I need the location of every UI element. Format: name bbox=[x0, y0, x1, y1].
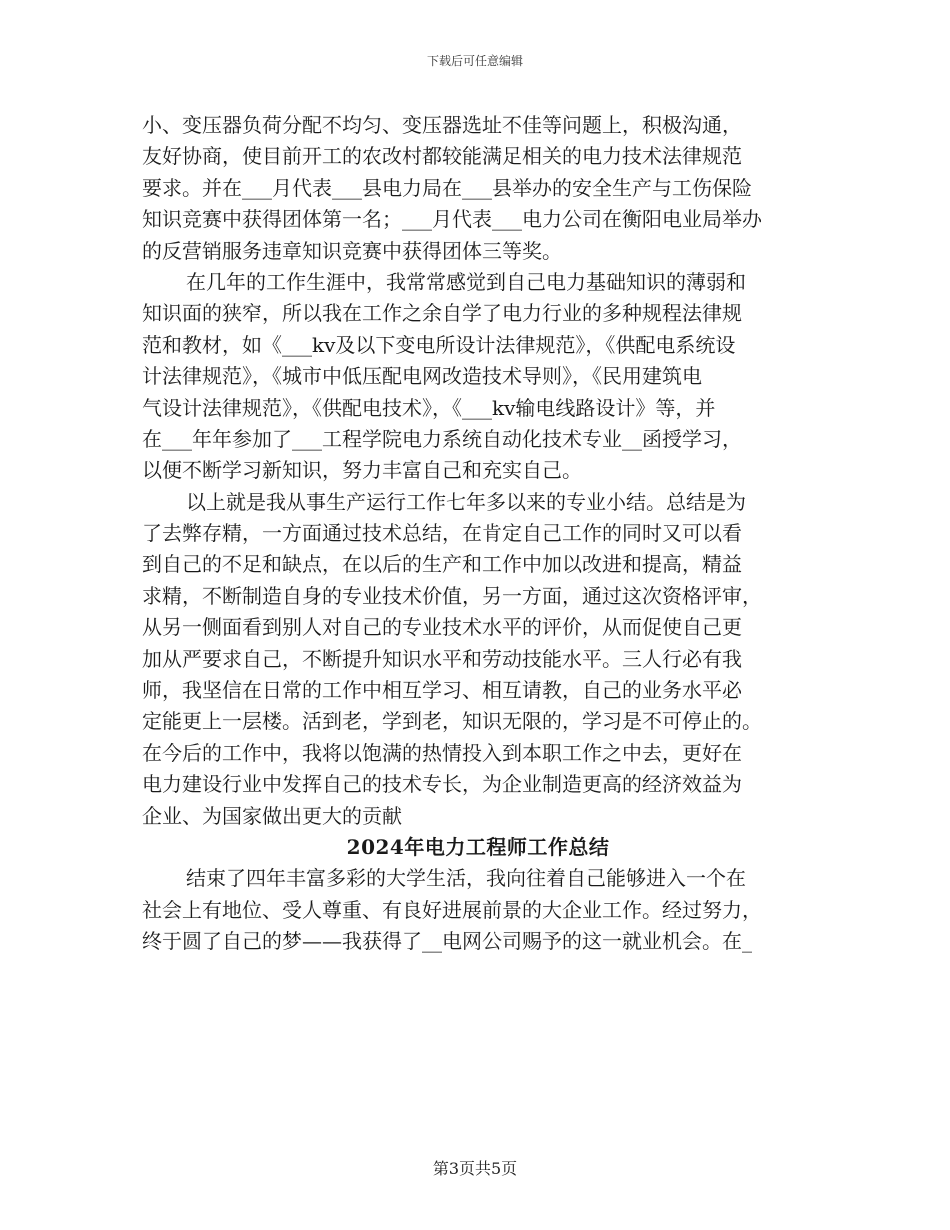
text-line: 知识面的狭窄，所以我在工作之余自学了电力行业的多种规程法律规 bbox=[142, 301, 742, 326]
text-line: 气设计法律规范》，《供配电技术》，《___kv输电线路设计》等，并 bbox=[142, 395, 716, 420]
text-line: 以便不断学习新知识，努力丰富自己和充实自己。 bbox=[142, 458, 582, 483]
text-line: 求精，不断制造自身的专业技术价值，另一方面，通过这次资格评审， bbox=[142, 583, 762, 608]
text-line: 友好协商，使目前开工的农改村都较能满足相关的电力技术法律规范 bbox=[142, 144, 742, 169]
document-body bbox=[142, 110, 814, 958]
text-line: 终于圆了自己的梦——我获得了__电网公司赐予的这一就业机会。在_ bbox=[142, 929, 752, 954]
paragraph-start-line: 以上就是我从事生产运行工作七年多以来的专业小结。总结是为 bbox=[186, 489, 746, 514]
text-line: 小、变压器负荷分配不均匀、变压器选址不佳等问题上，积极沟通， bbox=[142, 113, 742, 137]
text-line: 从另一侧面看到别人对自己的专业技术水平的评价，从而促使自己更 bbox=[142, 615, 742, 640]
text-line: 在___年年参加了___工程学院电力系统自动化技术专业__函授学习， bbox=[142, 426, 742, 451]
text-line: 了去弊存精，一方面通过技术总结，在肯定自己工作的同时又可以看 bbox=[142, 521, 742, 546]
paragraph-start-line: 结束了四年丰富多彩的大学生活，我向往着自己能够进入一个在 bbox=[186, 866, 746, 891]
text-line: 到自己的不足和缺点，在以后的生产和工作中加以改进和提高，精益 bbox=[142, 552, 742, 577]
text-line: 电力建设行业中发挥自己的技术专长，为企业制造更高的经济效益为 bbox=[142, 772, 742, 797]
text-line: 定能更上一层楼。活到老，学到老，知识无限的，学习是不可停止的。 bbox=[142, 709, 762, 734]
text-line: 要求。并在___月代表___县电力局在___县举办的安全生产与工伤保险 bbox=[142, 175, 752, 200]
text-line: 范和教材，如《___kv及以下变电所设计法律规范》，《供配电系统设 bbox=[142, 332, 736, 357]
text-line: 在今后的工作中，我将以饱满的热情投入到本职工作之中去，更好在 bbox=[142, 740, 742, 765]
header-note: 下载后可任意编辑 bbox=[426, 54, 523, 68]
text-line: 计法律规范》，《城市中低压配电网改造技术导则》，《民用建筑电 bbox=[142, 364, 702, 389]
text-line: 社会上有地位、受人尊重、有良好进展前景的大企业工作。经过努力， bbox=[142, 897, 762, 922]
page-indicator: 第3页共5页 bbox=[432, 1159, 518, 1178]
text-line: 企业、为国家做出更大的贡献 bbox=[142, 803, 402, 828]
text-line: 的反营销服务违章知识竞赛中获得团体三等奖。 bbox=[142, 238, 562, 263]
text-line: 加从严要求自己，不断提升知识水平和劳动技能水平。三人行必有我 bbox=[142, 646, 742, 671]
paragraph-start-line: 在几年的工作生涯中，我常常感觉到自己电力基础知识的薄弱和 bbox=[186, 269, 746, 294]
text-line: 师，我坚信在日常的工作中相互学习、相互请教，自己的业务水平必 bbox=[142, 678, 742, 703]
text-line: 知识竞赛中获得团体第一名；___月代表___电力公司在衡阳电业局举办 bbox=[142, 207, 762, 232]
section-title: 2024年电力工程师工作总结 bbox=[346, 834, 610, 859]
